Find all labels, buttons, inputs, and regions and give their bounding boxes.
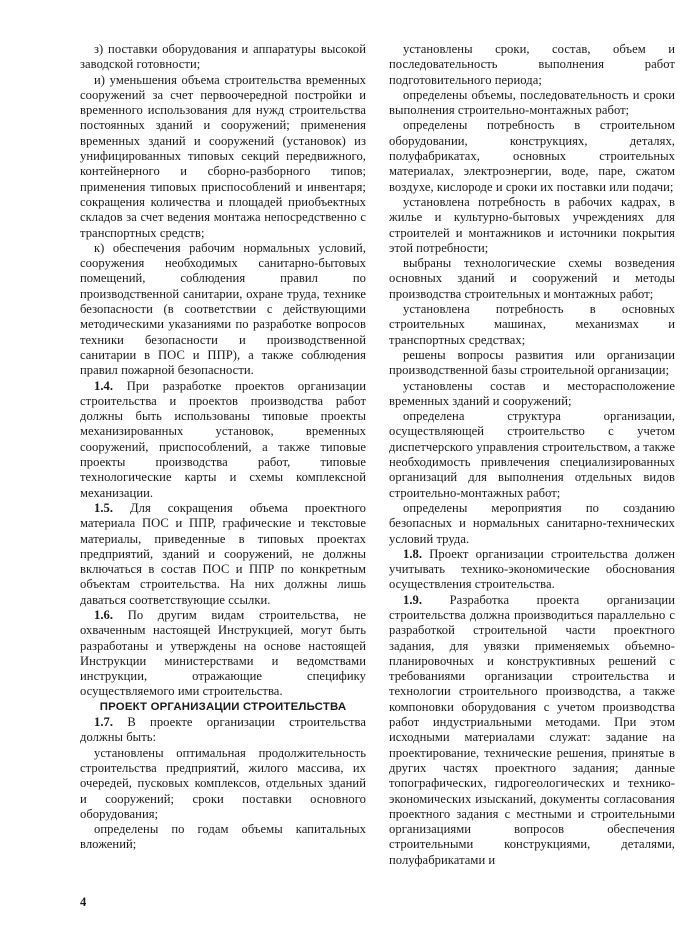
paragraph-r1: установлены сроки, состав, объем и последовательность выполнения работ подготовительного периода; [389, 42, 675, 87]
paragraph-z: з) поставки оборудования и аппаратуры высокой заводской готовности; [80, 42, 366, 72]
paragraph-volumes: определены по годам объемы капитальных вложений; [80, 822, 366, 852]
paragraph-r9: определена структура организации, осуществляющей строительство с учетом диспетчерского управления строительством, а также необходимость привлечения специализированных организаций для выполнения отдельных видов строительно-монтажных работ; [389, 409, 675, 500]
clause-number-1-6: 1.6. [94, 607, 114, 622]
paragraph-1-5 [80, 501, 366, 608]
clause-text-1-4: При разработке проектов организации строительства и проектов производства работ должны быть использованы типовые проекты механизированных установок, временных сооружений, приспособлений, а также типовые проекты производства работ, типовые технологические карты и схемы комплексной механизации. [80, 378, 366, 500]
clause-number-1-4: 1.4. [94, 378, 114, 393]
paragraph-r8: установлены состав и месторасположение временных зданий и сооружений; [389, 378, 675, 408]
clause-number-1-5: 1.5. [94, 500, 114, 515]
paragraph-r10: определены мероприятия по созданию безопасных и нормальных санитарно-технических условий труда. [389, 500, 675, 546]
paragraph-1-4 [80, 379, 366, 501]
paragraph-r6: установлена потребность в основных строительных машинах, механизмах и транспортных средствах; [389, 302, 675, 347]
section-heading: ПРОЕКТ ОРГАНИЗАЦИИ СТРОИТЕЛЬСТВА [99, 700, 347, 713]
paragraph-duration: установлены оптимальная продолжительность строительства предприятий, жилого массива, их очередей, пусковых комплексов, отдельных зданий и сооружений; сроки поставки основного оборудования; [80, 745, 366, 821]
page-number: 4 [80, 895, 87, 909]
paragraph-1-9 [389, 593, 675, 868]
paragraph-i: и) уменьшения объема строительства временных сооружений за счет первоочередной постройки и временного использования для нужд строительства постоянных зданий и сооружений; применения временных зданий и сооружений (установок) из унифицированных типовых секций передвижного, контейнерного и сборно-разборного типов; применения типовых приспособлений и инвентаря; сокращения количества и площадей приобъектных складов за счет ведения монтажа непосредственно с транспортных средств; [80, 72, 366, 240]
right-column [389, 42, 675, 868]
clause-number-1-8: 1.8. [403, 546, 423, 561]
paragraph-r3: определены потребность в строительном оборудовании, конструкциях, деталях, полуфабрикатах, основных строительных материалах, электроэнергии, воде, паре, сжатом воздухе, кислороде и сроки их поставки или подачи; [389, 118, 675, 194]
paragraph-1-6 [80, 608, 366, 700]
clause-text-1-5: Для сокращения объема проектного материала ПОС и ППР, графические и текстовые материалы, приведенные в типовых проектах предприятий, зданий и сооружений, не должны включаться в состав ПОС и ППР по конкретным объектам строительства. На них должны лишь даваться соответствующие ссылки. [80, 500, 366, 607]
paragraph-r4: установлена потребность в рабочих кадрах, в жилье и культурно-бытовых учреждениях для строителей и монтажников и источники покрытия этой потребности; [389, 194, 675, 255]
clause-text-1-7: В проекте организации строительства должны быть: [80, 715, 366, 745]
clause-number-1-9: 1.9. [403, 592, 423, 607]
paragraph-1-7 [80, 715, 366, 746]
clause-text-1-8: Проект организации строительства должен учитывать технико-экономические обоснования осуществления строительства. [389, 546, 675, 592]
paragraph-r5: выбраны технологические схемы возведения основных зданий и сооружений и методы производства строительных и монтажных работ; [389, 256, 675, 301]
paragraph-1-8 [389, 547, 675, 593]
paragraph-k: к) обеспечения рабочим нормальных условий, сооружения необходимых санитарно-бытовых помещений, соблюдения правил по производственной санитарии, охране труда, технике безопасности (в соответствии с действующими методическими указаниями по разработке вопросов техники безопасности и производственной санитарии в ПОС и ППР), а также соблюдения правил пожарной безопасности. [80, 240, 366, 378]
paragraph-r2: определены объемы, последовательность и сроки выполнения строительно-монтажных работ; [389, 87, 675, 118]
clause-text-1-6: По другим видам строительства, не охваченным настоящей Инструкцией, могут быть разработаны и утверждены на основе настоящей Инструкции министерствами и ведомствами инструкции, отражающие специфику осуществляемого ими строительства. [80, 607, 366, 699]
clause-number-1-7: 1.7. [94, 715, 114, 730]
paragraph-r7: решены вопросы развития или организации производственной базы строительной организации; [389, 347, 675, 378]
left-column [80, 42, 366, 853]
clause-text-1-9: Разработка проекта организации строительства должна производиться параллельно с разработкой строительной части проектного задания, для увязки применяемых объемно-планировочных и конструктивных решений с требованиями организации строительства и технологии строительного производства, а также компоновки оборудования с учетом производства работ индустриальными методами. При этом исходными материалами служат: задание на проектирование, технические решения, принятые в других частях проектного задания; данные топографических, гидрогеологических и технико-экономических изысканий, документы согласования проектного задания с местными и строительными организациями вопросов обеспечения строительными конструкциями, деталями, полуфабрикатами и [389, 592, 675, 867]
